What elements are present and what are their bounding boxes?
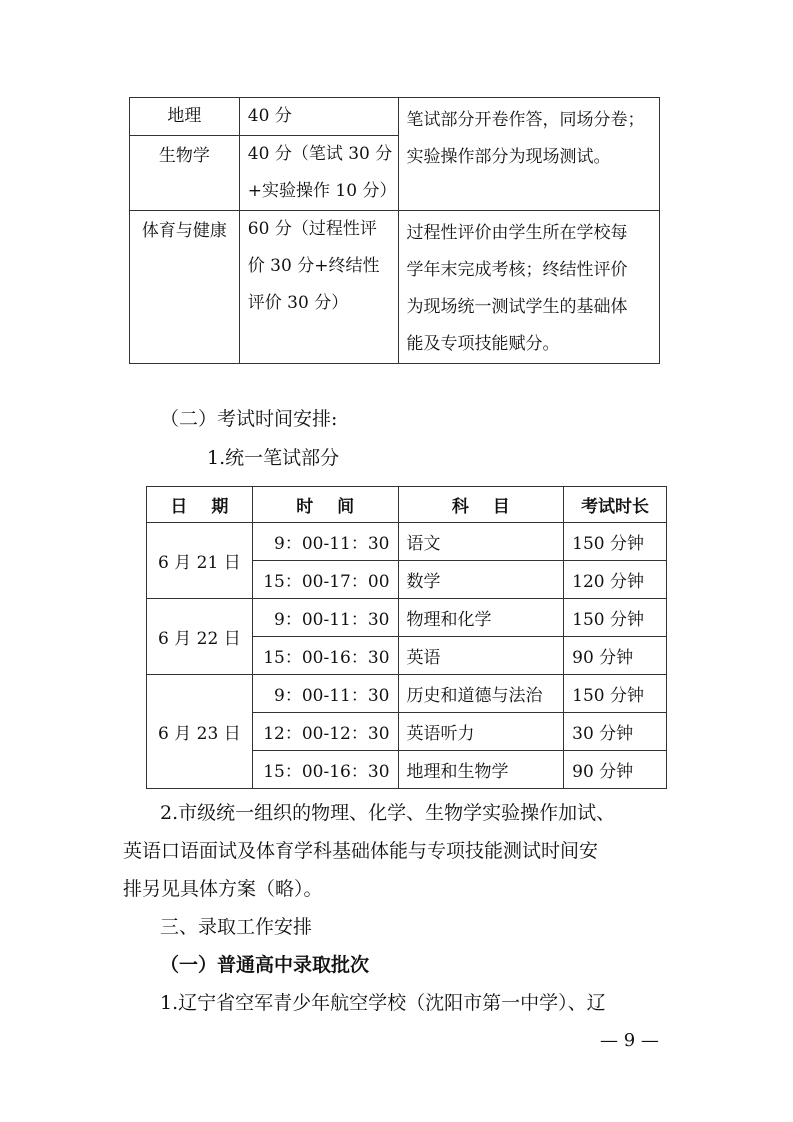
duration-cell: 90 分钟 <box>564 751 667 789</box>
header-date: 日 期 <box>147 487 253 523</box>
paragraph-line: 1.辽宁省空军青少年航空学校（沈阳市第一中学）、辽 <box>160 992 606 1014</box>
paragraph-line: 排另见具体方案（略）。 <box>123 878 323 900</box>
paragraph-line: 2.市级统一组织的物理、化学、生物学实验操作加试、 <box>160 802 616 824</box>
grading-note: 笔试部分开卷作答，同场分卷； 实验操作部分为现场测试。 <box>398 98 660 211</box>
time-cell: 9：00-11：30 <box>252 599 398 637</box>
page-number: — 9 — <box>600 1030 659 1051</box>
date-cell: 6 月 22 日 <box>147 599 253 675</box>
header-duration: 考试时长 <box>564 487 667 523</box>
section-heading-admission: 三、录取工作安排 <box>160 916 313 938</box>
subject-cell: 语文 <box>398 523 564 561</box>
time-cell: 9：00-11：30 <box>252 675 398 713</box>
grading-table <box>129 97 660 364</box>
header-subject: 科 目 <box>398 487 564 523</box>
duration-cell: 150 分钟 <box>564 675 667 713</box>
time-cell: 15：00-16：30 <box>252 751 398 789</box>
table-row <box>147 599 667 637</box>
table-row <box>147 523 667 561</box>
subheading-written-exam: 1.统一笔试部分 <box>207 447 340 469</box>
subject-cell: 英语听力 <box>398 713 564 751</box>
time-cell: 9：00-11：30 <box>252 523 398 561</box>
subsection-heading-admission-batch: （一）普通高中录取批次 <box>160 954 370 976</box>
grading-subject: 生物学 <box>130 136 240 211</box>
grading-subject: 地理 <box>130 98 240 136</box>
grading-subject: 体育与健康 <box>130 211 240 364</box>
time-cell: 15：00-16：30 <box>252 637 398 675</box>
grading-note: 过程性评价由学生所在学校每 学年末完成考核；终结性评价 为现场统一测试学生的基础体 能及专项技能赋分。 <box>398 211 660 364</box>
paragraph-line: 英语口语面试及体育学科基础体能与专项技能测试时间安 <box>123 840 599 862</box>
duration-cell: 150 分钟 <box>564 599 667 637</box>
grading-score: 40 分（笔试 30 分 +实验操作 10 分） <box>239 136 398 211</box>
section-heading-exam-time: （二）考试时间安排: <box>160 408 338 430</box>
duration-cell: 150 分钟 <box>564 523 667 561</box>
date-cell: 6 月 23 日 <box>147 675 253 789</box>
table-row <box>147 675 667 713</box>
time-cell: 12：00-12：30 <box>252 713 398 751</box>
table-header-row <box>147 487 667 523</box>
subject-cell: 历史和道德与法治 <box>398 675 564 713</box>
exam-schedule-table <box>146 486 667 789</box>
grading-score: 40 分 <box>239 98 398 136</box>
grading-score: 60 分（过程性评 价 30 分+终结性 评价 30 分） <box>239 211 398 364</box>
header-time: 时 间 <box>252 487 398 523</box>
duration-cell: 120 分钟 <box>564 561 667 599</box>
subject-cell: 英语 <box>398 637 564 675</box>
duration-cell: 30 分钟 <box>564 713 667 751</box>
date-cell: 6 月 21 日 <box>147 523 253 599</box>
subject-cell: 地理和生物学 <box>398 751 564 789</box>
subject-cell: 物理和化学 <box>398 599 564 637</box>
time-cell: 15：00-17：00 <box>252 561 398 599</box>
duration-cell: 90 分钟 <box>564 637 667 675</box>
subject-cell: 数学 <box>398 561 564 599</box>
